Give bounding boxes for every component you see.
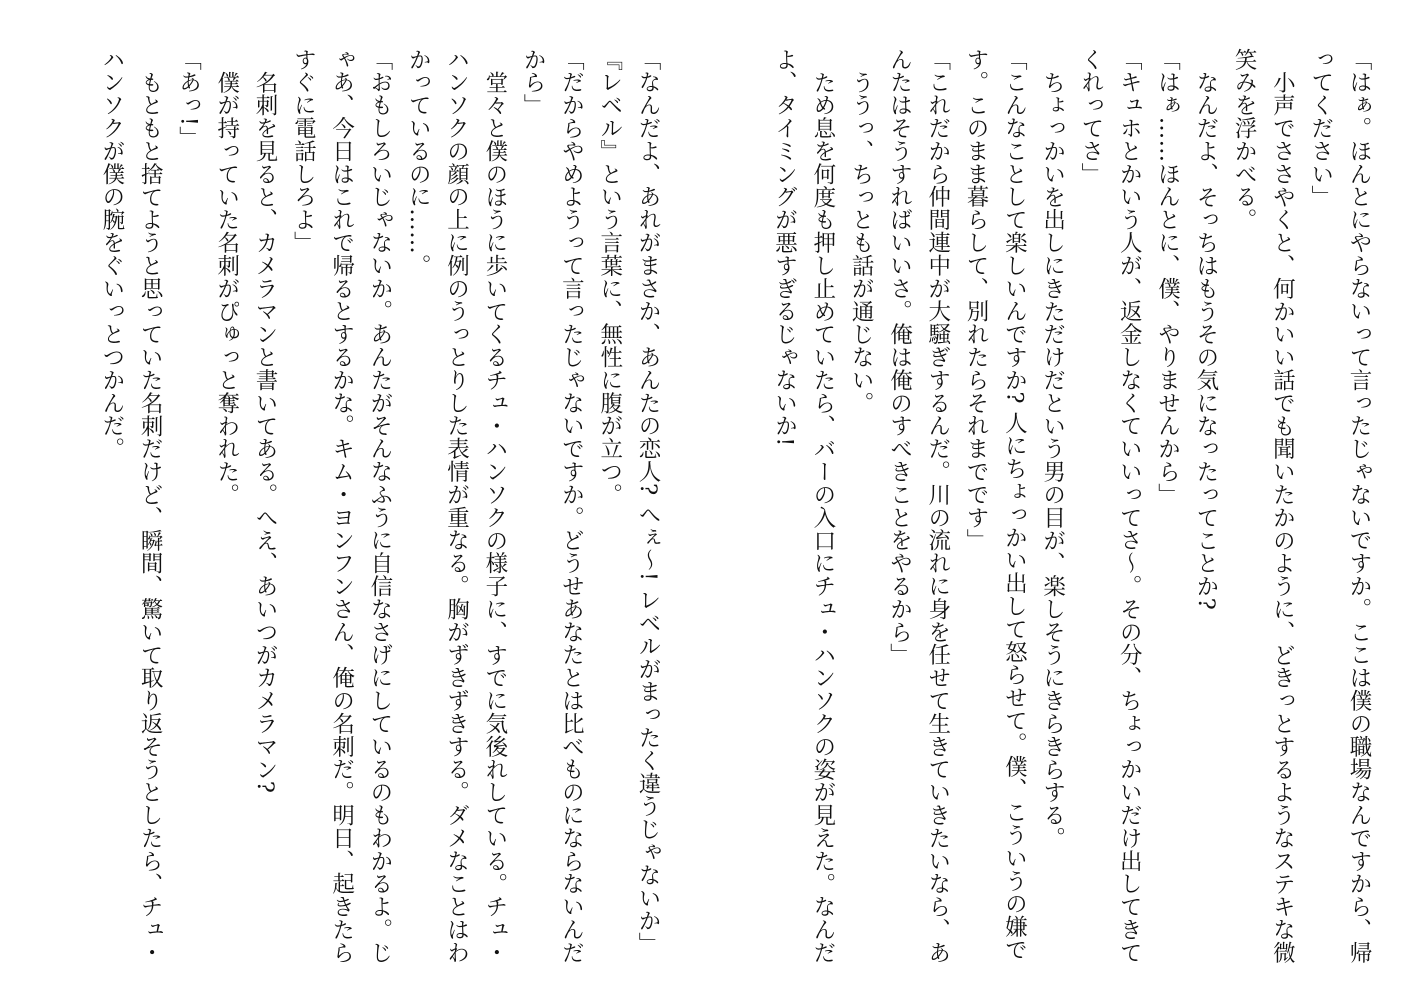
paragraph: 「キュホとかいう人が、返金しなくていいってさ〜。その分、ちょっかいだけ出してきてくれってさ」 <box>1077 48 1143 964</box>
right-page-text <box>764 48 1378 968</box>
paragraph: 僕が持っていた名刺がぴゅっと奪われた。 <box>213 70 240 506</box>
left-page-text <box>45 48 667 968</box>
paragraph: 小声でささやくと、何かいい話でも聞いたかのように、どきっとするようなステキな微笑みを浮かべる。 <box>1231 48 1296 964</box>
paragraph: 「なんだよ、あれがまさか、あんたの恋人? へぇ〜! レベルがまったく違うじゃないか」 <box>635 48 661 956</box>
paragraph: ううっ、ちっとも話が通じない。 <box>848 70 875 414</box>
paragraph: ちょっかいを出しにきただけだという男の目が、楽しそうにきらきらする。 <box>1039 70 1066 850</box>
paragraph: 「はぁ……ほんとに、僕、やりませんから」 <box>1154 48 1181 506</box>
paragraph: 「はぁ。ほんとにやらないって言ったじゃないですか。ここは僕の職場なんですから、帰ってください」 <box>1307 48 1372 964</box>
paragraph: 「だからやめようって言ったじゃないですか。どうせあなたとは比べものにならないんだから」 <box>520 48 585 964</box>
paragraph: 名刺を見ると、カメラマンと書いてある。へえ、あいつがカメラマン? <box>252 70 279 793</box>
paragraph: もともと捨てようと思っていた名刺だけど、瞬間、驚いて取り返そうとしたら、チュ・ハンソクが僕の腕をぐいっとつかんだ。 <box>98 48 164 964</box>
paragraph: 「これだから仲間連中が大騒ぎするんだ。川の流れに身を任せて生きていきたいなら、あんたはそうすればいいさ。俺は俺のすべきことをやるから」 <box>886 48 951 964</box>
paragraph: 「おもしろいじゃないか。あんたがそんなふうに自信なさげにしているのもわかるよ。じゃあ、今日はこれで帰るとするかな。キム・ヨンフンさん、俺の名刺だ。明日、起きたらすぐに電話しろよ」 <box>290 48 393 964</box>
paragraph: 堂々と僕のほうに歩いてくるチュ・ハンソクの様子に、すでに気後れしている。チュ・ハンソクの顔の上に例のうっとりした表情が重なる。胸がずきずきする。ダメなことはわかっているのに……。 <box>405 48 508 964</box>
paragraph: 「こんなことして楽しいんですか? 人にちょっかい出して怒らせて。僕、こういうの嫌です。このまま暮らして、別れたらそれまでです」 <box>963 48 1028 962</box>
paragraph: ため息を何度も押し止めていたら、バーの入口にチュ・ハンソクの姿が見えた。なんだよ、タイミングが悪すぎるじゃないか! <box>771 48 836 964</box>
paragraph: 「あっ!」 <box>175 48 202 150</box>
paragraph: 『レベル』という言葉に、無性に腹が立つ。 <box>596 48 623 506</box>
right-page <box>707 0 1414 1000</box>
paragraph: なんだよ、そっちはもうその気になったってことか? <box>1192 70 1219 610</box>
